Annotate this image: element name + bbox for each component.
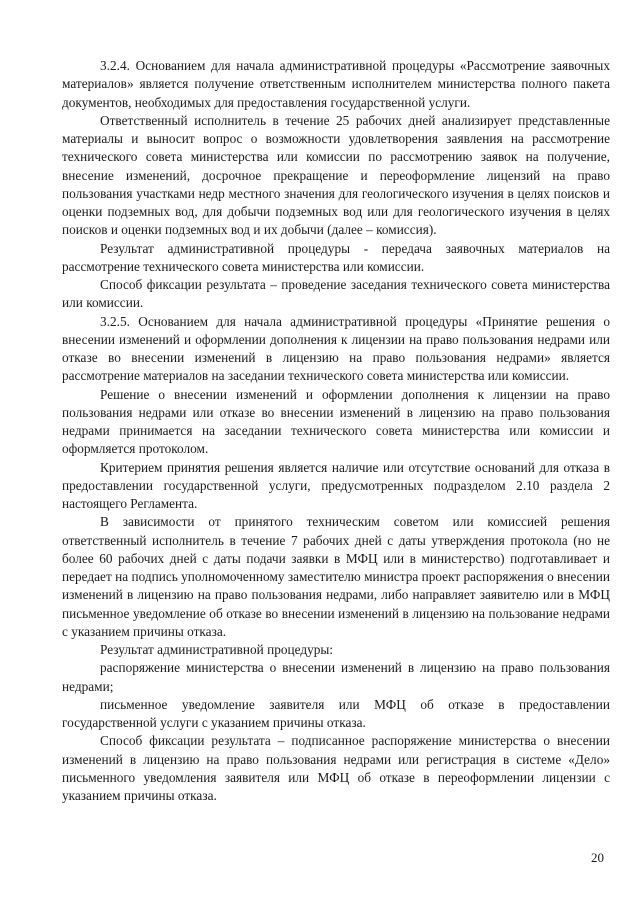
paragraph-depending-on-decision: В зависимости от принятого техническим советом или комиссией решения ответственный исполнитель в течение 7 рабочих дней с даты утверждения протокола (но не более 60 рабочих дней с даты подачи заявки в МФЦ или в министерство) подготавливает и передает на подпись уполномоченному заместителю министра проект распоряжения о внесении изменений в лицензию на право пользования недрами, либо направляет заявителю или в МФЦ письменное уведомление об отказе во внесении изменений в лицензию на пользование недрами с указанием причины отказа.	[62, 514, 610, 639]
paragraph-responsible-executor: Ответственный исполнитель в течение 25 рабочих дней анализирует представленные материалы и выносит вопрос о возможности удовлетворения заявления на рассмотрение технического совета министерства или комиссии по рассмотрению заявок на получение, внесение изменений, досрочное прекращение и переоформление лицензий на право пользования участками недр местного значения для геологического изучения в целях поисков и оценки подземных вод, для добычи подземных вод или для геологического изучения в целях поисков и оценки подземных вод и их добычи (далее – комиссия).	[62, 112, 610, 238]
paragraph-result-fixation: Способ фиксации результата – проведение заседания технического совета министерства или комиссии.	[62, 277, 610, 311]
paragraph-decision: Решение о внесении изменений и оформлении дополнения к лицензии на право пользования недрами или отказе во внесении изменений в лицензию на право пользования недрами принимается на заседании технического совета министерства или комиссии и оформляется протоколом.	[62, 386, 610, 457]
paragraph-decision-criterion: Критерием принятия решения является наличие или отсутствие оснований для отказа в предоставлении государственной услуги, предусмотренных подразделом 2.10 раздела 2 настоящего Регламента.	[62, 459, 610, 511]
paragraph-procedure-result-heading: Результат административной процедуры:	[100, 642, 334, 657]
paragraph-procedure-result: Результат административной процедуры - передача заявочных материалов на рассмотрение технического совета министерства или комиссии.	[62, 240, 610, 274]
paragraph-result-order: распоряжение министерства о внесении изменений в лицензию на право пользования недрами;	[62, 660, 610, 694]
paragraph-final-fixation: Способ фиксации результата – подписанное распоряжение министерства о внесении изменений в лицензию на право пользования недрами или регистрация в системе «Дело» письменного уведомления заявителя или МФЦ об отказе в переоформлении лицензии с указанием причины отказа.	[62, 733, 610, 803]
document-body	[62, 57, 610, 805]
paragraph-3-2-5-basis: 3.2.5. Основанием для начала административной процедуры «Принятие решения о внесении изменений и оформлении дополнения к лицензии на право пользования недрами или отказе во внесении изменений в лицензию на право пользования недрами» является рассмотрение материалов на заседании технического совета министерства или комиссии.	[62, 313, 610, 384]
paragraph-3-2-4-basis: 3.2.4. Основанием для начала административной процедуры «Рассмотрение заявочных материалов» является получение ответственным исполнителем министерства полного пакета документов, необходимых для предоставления государственной услуги.	[62, 58, 610, 110]
paragraph-result-notification: письменное уведомление заявителя или МФЦ об отказе в предоставлении государственной услуги с указанием причины отказа.	[62, 696, 610, 730]
page-number: 20	[591, 850, 604, 865]
